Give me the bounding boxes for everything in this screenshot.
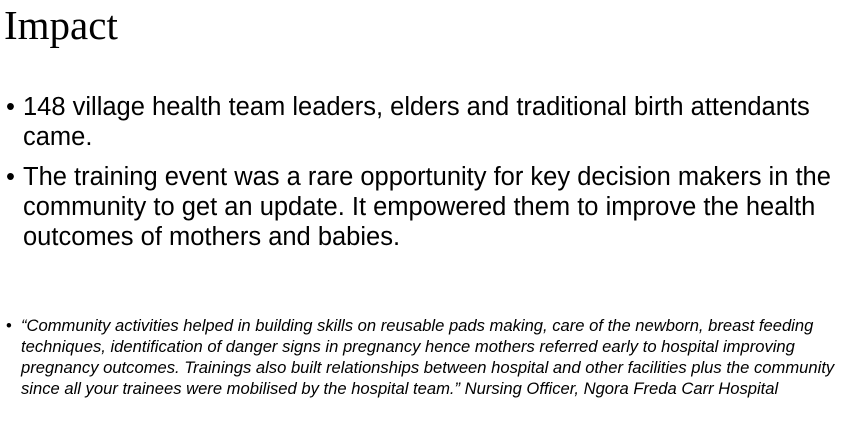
bullet-item xyxy=(6,162,846,252)
quote-item xyxy=(6,315,854,399)
bullet-dot: • xyxy=(6,93,15,121)
bullet-list xyxy=(6,92,846,262)
bullet-item xyxy=(6,92,846,152)
bullet-dot: • xyxy=(6,163,15,191)
bullet-text: The training event was a rare opportunity for key decision makers in the community to get an update. It empowered them to improve the health outcomes of mothers and babies. xyxy=(23,163,831,251)
bullet-text: 148 village health team leaders, elders and traditional birth attendants came. xyxy=(23,93,810,151)
slide-title: Impact xyxy=(4,2,118,48)
testimonial-quote: “Community activities helped in building skills on reusable pads making, care of the newborn, breast feeding techniques, identification of danger signs in pregnancy hence mothers referred early to hospital improving pregnancy outcomes. Trainings also built relationships between hospital and other facilities plus the community since all your trainees were mobilised by the hospital team.” Nursing Officer, Ngora Freda Carr Hospital xyxy=(21,316,835,398)
bullet-dot: • xyxy=(6,316,12,335)
